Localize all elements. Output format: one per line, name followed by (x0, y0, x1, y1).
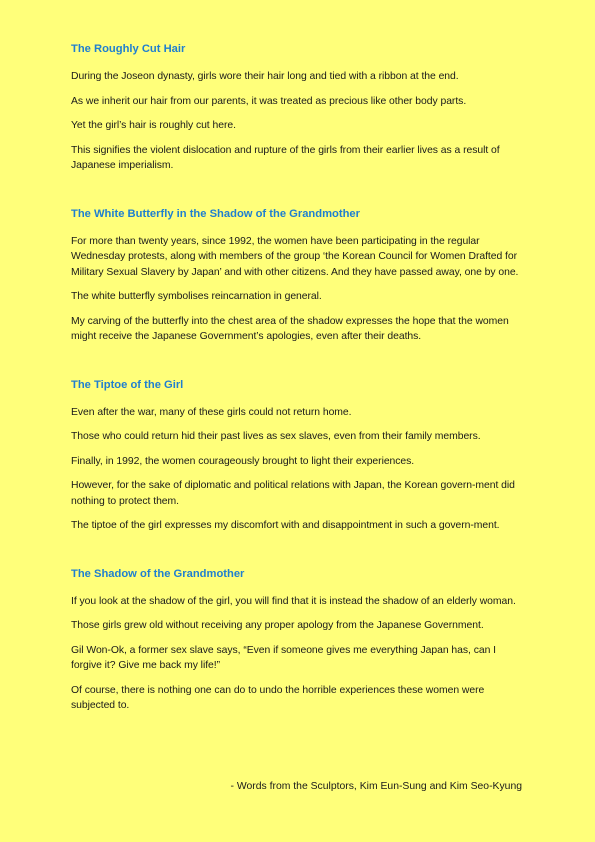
paragraph: Those who could return hid their past lives as sex slaves, even from their family members. (71, 431, 481, 442)
paragraph: Those girls grew old without receiving any proper apology from the Japanese Government. (71, 620, 484, 631)
section-heading: The Roughly Cut Hair (71, 43, 186, 55)
paragraph: Finally, in 1992, the women courageously brought to light their experiences. (71, 455, 415, 467)
paragraph: The white butterfly symbolises reincarnation in general. (71, 291, 322, 302)
paragraph: This signifies the violent dislocation and rupture of the girls from their earlier lives as a result of Japanese imperialism. (71, 144, 500, 171)
section-heading: The Tiptoe of the Girl (71, 378, 184, 391)
section-tiptoe-of-girl (71, 378, 523, 534)
paragraph: During the Joseon dynasty, girls wore their hair long and tied with a ribbon at the end. (71, 71, 459, 82)
section-roughly-cut-hair (71, 42, 523, 174)
paragraph: The tiptoe of the girl expresses my discomfort with and disappointment in such a govern-ment. (71, 520, 500, 531)
paragraph: My carving of the butterfly into the chest area of the shadow expresses the hope that the women might receive the Japanese Government’s apologies, even after their deaths. (71, 315, 509, 342)
paragraph: Of course, there is nothing one can do to undo the horrible experiences these women were subjected to. (71, 684, 485, 711)
section-white-butterfly (71, 207, 523, 345)
section-heading: The Shadow of the Grandmother (71, 567, 245, 580)
paragraph: If you look at the shadow of the girl, you will find that it is instead the shadow of an elderly woman. (71, 595, 516, 607)
attribution: - Words from the Sculptors, Kim Eun-Sung and Kim Seo-Kyung (230, 781, 522, 792)
paragraph: For more than twenty years, since 1992, the women have been participating in the regular Wednesday protests, along with members of the group ‘the Korean Council for Women Drafted for Military Sexual Slavery by Japan’ and with other citizens. And they have passed away, one by one. (71, 235, 519, 278)
paragraph: As we inherit our hair from our parents, it was treated as precious like other body parts. (71, 95, 467, 107)
paragraph: Even after the war, many of these girls could not return home. (71, 406, 352, 418)
paragraph: Gil Won-Ok, a former sex slave says, “Even if someone gives me everything Japan has, can I forgive it? Give me back my life!” (71, 644, 496, 671)
section-shadow-of-grandmother (71, 567, 523, 714)
paragraph: However, for the sake of diplomatic and political relations with Japan, the Korean govern-ment did nothing to protect them. (71, 480, 515, 507)
section-heading: The White Butterfly in the Shadow of the Grandmother (71, 207, 361, 220)
paragraph: Yet the girl’s hair is roughly cut here. (71, 120, 236, 131)
